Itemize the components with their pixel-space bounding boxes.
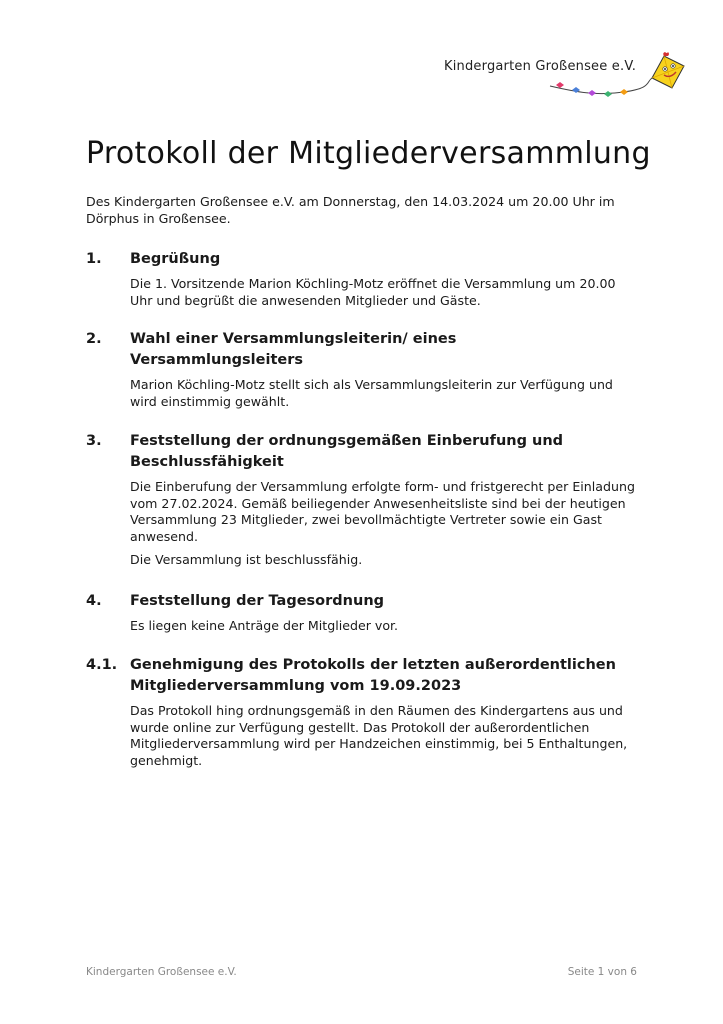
- section-title: Wahl einer Versammlungsleiterin/ eines Versammlungsleiters: [130, 331, 457, 368]
- kite-logo-icon: [546, 52, 686, 104]
- page-title: Protokoll der Mitgliederversammlung: [86, 136, 651, 171]
- section-paragraph: Die 1. Vorsitzende Marion Köchling-Motz eröffnet die Versammlung um 20.00 Uhr und begrüßt die anwesenden Mitglieder und Gäste.: [130, 276, 616, 308]
- logo-text: Kindergarten Großensee e.V.: [444, 59, 637, 74]
- section-number: 3.: [86, 433, 102, 449]
- section-4: [86, 591, 646, 642]
- section-number: 1.: [86, 251, 102, 267]
- section-title: Genehmigung des Protokolls der letzten außerordentlichen Mitgliederversammlung vom 19.09.2023: [130, 657, 616, 694]
- section-title: Begrüßung: [130, 251, 221, 267]
- section-number: 4.: [86, 593, 102, 609]
- section-title: Feststellung der Tagesordnung: [130, 593, 385, 609]
- section-paragraph: Die Versammlung ist beschlussfähig.: [130, 552, 363, 567]
- section-paragraph: Die Einberufung der Versammlung erfolgte form- und fristgerecht per Einladung vom 27.02.2024. Gemäß beiliegender Anwesenheitsliste sind bei der heutigen Versammlung 23 Mitglieder, zwei bevollmächtigte Vertreter sowie ein Gast anwesend.: [130, 479, 635, 544]
- footer-page-number: Seite 1 von 6: [567, 966, 637, 978]
- section-4-1: [86, 655, 646, 776]
- section-title: Feststellung der ordnungsgemäßen Einberufung und Beschlussfähigkeit: [130, 433, 564, 470]
- section-number: 4.1.: [86, 657, 118, 673]
- intro-text: Des Kindergarten Großensee e.V. am Donnerstag, den 14.03.2024 um 20.00 Uhr im Dörphus in Großensee.: [86, 194, 615, 226]
- section-3: [86, 431, 646, 576]
- section-paragraph: Das Protokoll hing ordnungsgemäß in den Räumen des Kindergartens aus und wurde online zur Verfügung gestellt. Das Protokoll der außerordentlichen Mitgliederversammlung wird per Handzeichen einstimmig, bei 5 Enthaltungen, genehmigt.: [130, 703, 628, 768]
- section-number: 2.: [86, 331, 102, 347]
- section-paragraph: Es liegen keine Anträge der Mitglieder vor.: [130, 618, 399, 633]
- section-paragraph: Marion Köchling-Motz stellt sich als Versammlungsleiterin zur Verfügung und wird einstimmig gewählt.: [130, 377, 613, 409]
- section-1: [86, 249, 646, 316]
- footer-organization: Kindergarten Großensee e.V.: [86, 966, 237, 978]
- section-2: [86, 329, 646, 417]
